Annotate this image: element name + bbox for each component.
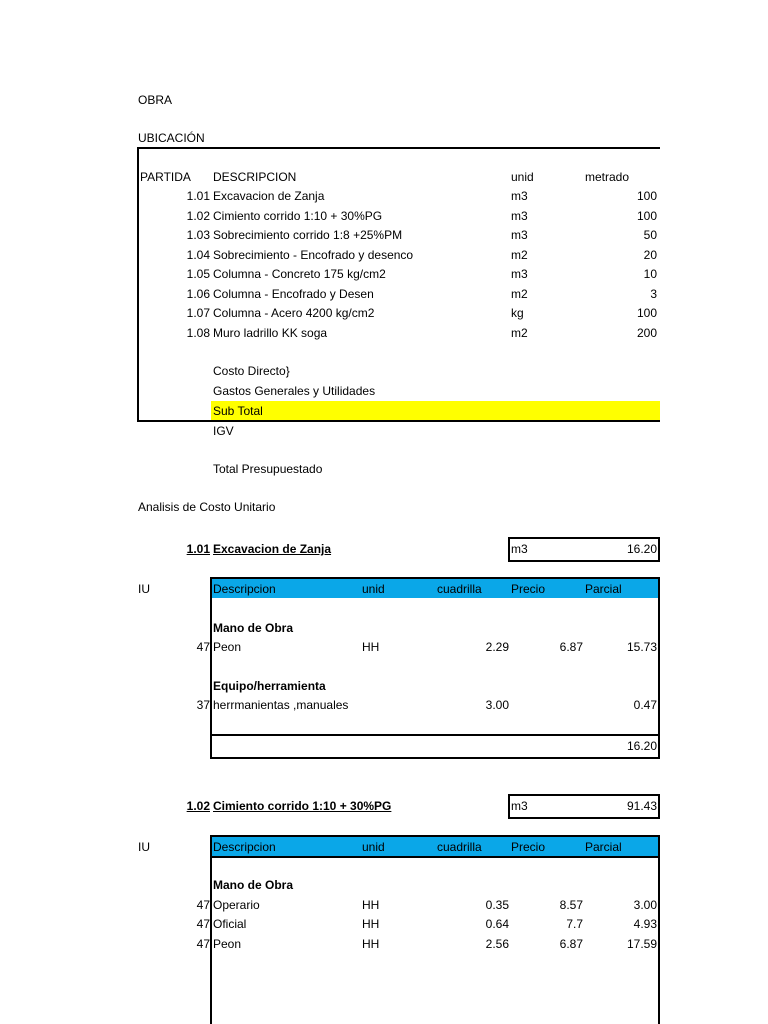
costo-directo-label: Costo Directo} xyxy=(213,364,290,378)
analysis-title: Analisis de Costo Unitario xyxy=(138,500,276,514)
row-desc: Columna - Encofrado y Desen xyxy=(213,287,374,301)
row-desc: Sobrecimiento - Encofrado y desenco xyxy=(213,248,414,262)
row-unit: m3 xyxy=(511,228,528,242)
row-unit: m3 xyxy=(511,209,528,223)
item2-unit: m3 xyxy=(511,799,528,813)
row-desc: Peon xyxy=(213,640,242,654)
row-desc: Sobrecimiento corrido 1:8 +25%PM xyxy=(213,228,403,242)
row-desc: Cimiento corrido 1:10 + 30%PG xyxy=(213,209,383,223)
item1-iu-label: IU xyxy=(138,582,150,596)
row-cuadrilla: 0.64 xyxy=(485,917,509,931)
row-desc: Peon xyxy=(213,937,242,951)
row-cuadrilla: 0.35 xyxy=(485,898,509,912)
gastos-generales-label: Gastos Generales y Utilidades xyxy=(213,384,376,398)
row-metrado: 50 xyxy=(643,228,657,242)
row-code: 1.05 xyxy=(186,267,210,281)
row-unit: m2 xyxy=(511,248,528,262)
row-metrado: 100 xyxy=(636,209,657,223)
col-metrado: metrado xyxy=(585,170,630,184)
subtotal-highlight xyxy=(211,401,660,420)
row-metrado: 200 xyxy=(636,326,657,340)
row-iu: 47 xyxy=(196,898,210,912)
row-precio: 6.87 xyxy=(559,640,583,654)
row-unit: kg xyxy=(511,306,524,320)
budget-bottom-border xyxy=(137,420,660,422)
row-iu: 47 xyxy=(196,917,210,931)
row-metrado: 20 xyxy=(643,248,657,262)
row-metrado: 100 xyxy=(636,189,657,203)
item1-cost: 16.20 xyxy=(626,542,657,556)
row-parcial: 0.47 xyxy=(633,698,657,712)
item1-mano-obra: Mano de Obra xyxy=(213,621,294,635)
row-parcial: 3.00 xyxy=(633,898,657,912)
obra-label: OBRA xyxy=(138,93,173,107)
row-metrado: 100 xyxy=(636,306,657,320)
row-unit: HH xyxy=(362,640,380,654)
ubicacion-label: UBICACIÓN xyxy=(138,131,205,145)
item1-total-divider xyxy=(210,734,660,736)
th-precio: Precio xyxy=(511,840,546,854)
row-desc: Muro ladrillo KK soga xyxy=(213,326,328,340)
row-desc: Excavacion de Zanja xyxy=(213,189,325,203)
row-precio: 7.7 xyxy=(566,917,583,931)
item1-table-frame xyxy=(210,577,660,759)
row-desc: Columna - Acero 4200 kg/cm2 xyxy=(213,306,375,320)
row-desc: herrmanientas ,manuales xyxy=(213,698,349,712)
row-desc: Columna - Concreto 175 kg/cm2 xyxy=(213,267,386,281)
item2-name: Cimiento corrido 1:10 + 30%PG xyxy=(213,799,392,813)
th-cuadrilla: cuadrilla xyxy=(437,840,482,854)
row-code: 1.01 xyxy=(186,189,210,203)
row-precio: 6.87 xyxy=(559,937,583,951)
row-unit: m3 xyxy=(511,267,528,281)
budget-top-border xyxy=(137,147,660,149)
row-cuadrilla: 2.29 xyxy=(485,640,509,654)
th-parcial: Parcial xyxy=(585,582,622,596)
th-precio: Precio xyxy=(511,582,546,596)
item2-iu-label: IU xyxy=(138,840,150,854)
row-code: 1.07 xyxy=(186,306,210,320)
th-unid: unid xyxy=(362,582,385,596)
row-metrado: 10 xyxy=(643,267,657,281)
row-unit: HH xyxy=(362,898,380,912)
item1-unit: m3 xyxy=(511,542,528,556)
row-cuadrilla: 3.00 xyxy=(485,698,509,712)
th-descripcion: Descripcion xyxy=(213,582,276,596)
th-unid: unid xyxy=(362,840,385,854)
row-iu: 47 xyxy=(196,640,210,654)
row-code: 1.08 xyxy=(186,326,210,340)
item2-right-border xyxy=(658,835,660,1024)
row-iu: 37 xyxy=(196,698,210,712)
row-desc: Operario xyxy=(213,898,260,912)
item1-total: 16.20 xyxy=(626,739,657,753)
th-descripcion: Descripcion xyxy=(213,840,276,854)
row-metrado: 3 xyxy=(650,287,657,301)
row-unit: m2 xyxy=(511,326,528,340)
item2-left-border xyxy=(210,835,212,1024)
row-cuadrilla: 2.56 xyxy=(485,937,509,951)
th-cuadrilla: cuadrilla xyxy=(437,582,482,596)
item1-name: Excavacion de Zanja xyxy=(213,542,332,556)
sub-total-label: Sub Total xyxy=(213,404,263,418)
row-unit: HH xyxy=(362,917,380,931)
item2-header-bottom xyxy=(210,856,660,858)
row-unit: m3 xyxy=(511,189,528,203)
row-parcial: 15.73 xyxy=(626,640,657,654)
col-partida: PARTIDA xyxy=(140,170,191,184)
th-parcial: Parcial xyxy=(585,840,622,854)
item2-mano-obra: Mano de Obra xyxy=(213,878,294,892)
row-code: 1.02 xyxy=(186,209,210,223)
igv-label: IGV xyxy=(213,424,234,438)
col-descripcion: DESCRIPCION xyxy=(213,170,297,184)
row-code: 1.03 xyxy=(186,228,210,242)
item2-top-border xyxy=(210,835,660,837)
item1-code: 1.01 xyxy=(186,542,210,556)
total-presupuestado-label: Total Presupuestado xyxy=(213,462,323,476)
row-unit: m2 xyxy=(511,287,528,301)
row-parcial: 17.59 xyxy=(626,937,657,951)
item2-cost: 91.43 xyxy=(626,799,657,813)
row-parcial: 4.93 xyxy=(633,917,657,931)
row-unit: HH xyxy=(362,937,380,951)
row-desc: Oficial xyxy=(213,917,247,931)
item1-equipo: Equipo/herramienta xyxy=(213,679,326,693)
budget-left-border xyxy=(137,147,139,422)
row-code: 1.06 xyxy=(186,287,210,301)
row-precio: 8.57 xyxy=(559,898,583,912)
item2-code: 1.02 xyxy=(186,799,210,813)
col-unid: unid xyxy=(511,170,534,184)
row-code: 1.04 xyxy=(186,248,210,262)
row-iu: 47 xyxy=(196,937,210,951)
